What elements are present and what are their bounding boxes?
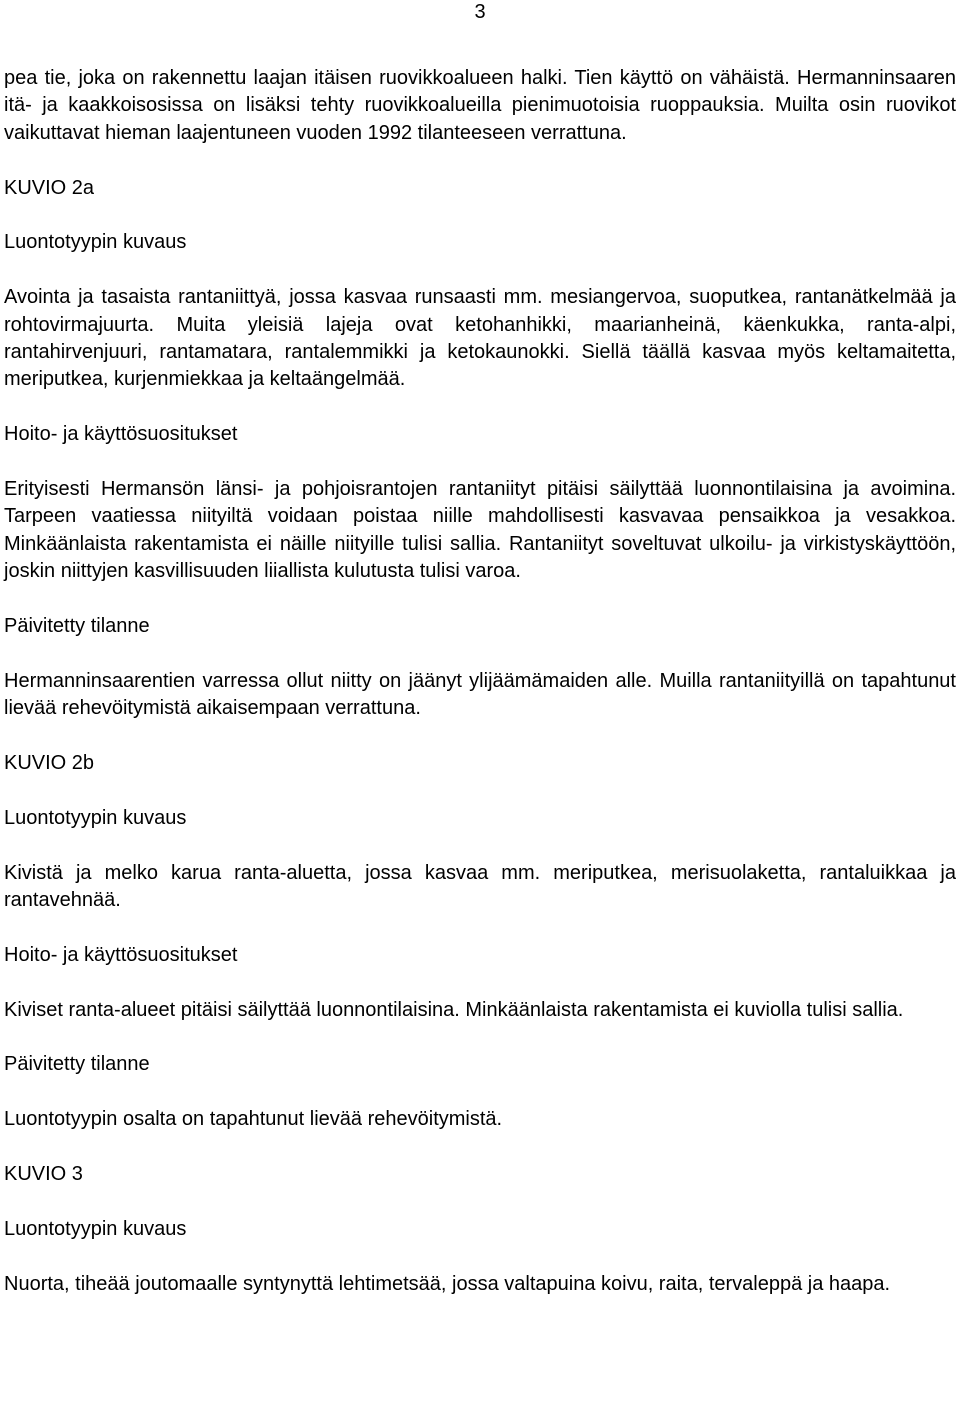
heading-hoito-kaytto: Hoito- ja käyttösuositukset bbox=[4, 423, 238, 446]
paragraph-hoito-2a: Erityisesti Hermansön länsi- ja pohjoisrantojen rantaniityt pitäisi säilyttää luonnontilaisina ja avoimina. Tarpeen vaatiessa niityiltä voidaan poistaa niille mahdollisesti kasvavaa pensaikkoa ja vesakkoa. Minkäänlaista rakentamista ei näille niityille tulisi sallia. Rantaniityt soveltuvat ulkoilu- ja virkistyskäyttöön, joskin niittyjen kasvillisuuden liiallista kulutusta tulisi varoa. bbox=[4, 478, 956, 583]
heading-luontotyypin-kuvaus: Luontotyypin kuvaus bbox=[4, 806, 187, 829]
heading-paivitetty-tilanne: Päivitetty tilanne bbox=[4, 1053, 150, 1076]
paragraph-paivitetty-2b: Luontotyypin osalta on tapahtunut lievää rehevöitymistä. bbox=[4, 1108, 503, 1131]
heading-hoito-kaytto: Hoito- ja käyttösuositukset bbox=[4, 943, 238, 966]
section-title-kuvio-2b: KUVIO 2b bbox=[4, 752, 95, 775]
heading-luontotyypin-kuvaus: Luontotyypin kuvaus bbox=[4, 231, 187, 254]
paragraph-hoito-2b: Kiviset ranta-alueet pitäisi säilyttää luonnontilaisina. Minkäänlaista rakentamista ei kuviolla tulisi sallia. bbox=[4, 998, 904, 1021]
heading-luontotyypin-kuvaus: Luontotyypin kuvaus bbox=[4, 1217, 187, 1240]
document-body bbox=[4, 65, 956, 1298]
section-title-kuvio-2a: KUVIO 2a bbox=[4, 176, 95, 199]
section-title-kuvio-3: KUVIO 3 bbox=[4, 1163, 83, 1186]
paragraph-kuvaus-3: Nuorta, tiheää joutomaalle syntynyttä lehtimetsää, jossa valtapuina koivu, raita, tervaleppä ja haapa. bbox=[4, 1272, 891, 1295]
page-number: 3 bbox=[474, 1, 486, 23]
paragraph-kuvaus-2b: Kivistä ja melko karua ranta-aluetta, jossa kasvaa mm. meriputkea, merisuolaketta, rantaluikkaa ja rantavehnää. bbox=[4, 861, 956, 912]
heading-paivitetty-tilanne: Päivitetty tilanne bbox=[4, 615, 150, 638]
intro-paragraph: pea tie, joka on rakennettu laajan itäisen ruovikkoalueen halki. Tien käyttö on vähäistä. Hermanninsaaren itä- ja kaakkoisosissa on lisäksi tehty ruovikkoalueilla pienimuotoisia ruoppauksia. Muilta osin ruovikot vaikuttavat hieman laajentuneen vuoden 1992 tilanteeseen verrattuna. bbox=[4, 67, 956, 144]
paragraph-kuvaus-2a: Avointa ja tasaista rantaniittyä, jossa kasvaa runsaasti mm. mesiangervoa, suoputkea, rantanätkelmää ja rohtovirmajuurta. Muita yleisiä lajeja ovat ketohanhikki, maarianheinä, käenkukka, ranta-alpi, rantahirvenjuuri, rantamatara, rantalemmikki ja ketokaunokki. Siellä täällä kasvaa myös keltamaitetta, meriputkea, kurjenmiekkaa ja keltaängelmää. bbox=[4, 286, 956, 391]
paragraph-paivitetty-2a: Hermanninsaarentien varressa ollut niitty on jäänyt ylijäämämaiden alle. Muilla rantaniityillä on tapahtunut lievää rehevöitymistä aikaisempaan verrattuna. bbox=[4, 669, 956, 720]
